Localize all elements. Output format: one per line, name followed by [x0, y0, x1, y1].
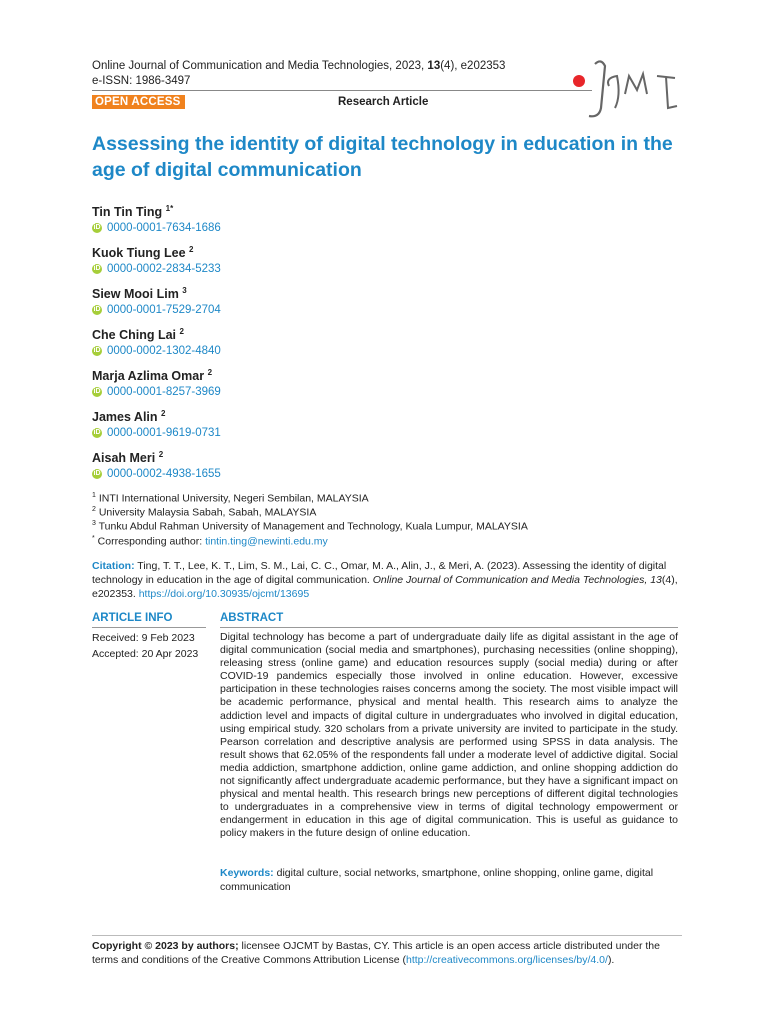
- orcid-icon: iD: [93, 224, 101, 231]
- article-info-heading: ARTICLE INFO: [92, 612, 173, 624]
- affiliation-2: $^2$ University Malaysia Sabah, Sabah, MALAYSIA: [92, 506, 317, 519]
- orcid-icon: iD: [93, 429, 101, 436]
- keywords: Keywords: digital culture, social networks, smartphone, online shopping, online game, digital communication: [220, 867, 654, 893]
- abstract-heading: ABSTRACT: [220, 612, 284, 624]
- author-name: Siew Mooi Lim $^3$: [92, 286, 187, 302]
- affiliation-3: $^3$ Tunku Abdul Rahman University of Management and Technology, Kuala Lumpur, MALAYSIA: [92, 520, 528, 533]
- corresponding-author: * Corresponding author: tintin.ting@newinti.edu.my: [92, 535, 328, 548]
- accepted-date: Accepted: 20 Apr 2023: [92, 648, 199, 660]
- orcid-link[interactable]: iD 0000-0001-7529-2704: [93, 304, 221, 316]
- orcid-link[interactable]: iD 0000-0002-2834-5233: [93, 263, 221, 275]
- article-type: Research Article: [338, 96, 429, 108]
- doi-link[interactable]: https://doi.org/10.30935/ojcmt/13695: [138, 588, 310, 600]
- orcid-icon: iD: [93, 265, 101, 272]
- article-title: Assessing the identity of digital technology in education in the age of digital communication: [92, 133, 673, 181]
- open-access-badge: OPEN ACCESS: [92, 95, 185, 109]
- orcid-link[interactable]: iD 0000-0002-4938-1655: [93, 468, 221, 480]
- header-rule: [92, 90, 592, 91]
- footer-rule: [92, 935, 682, 936]
- logo-red-dot-icon: [573, 75, 585, 87]
- orcid-icon: iD: [93, 388, 101, 395]
- corresponding-email-link[interactable]: tintin.ting@newinti.edu.my: [205, 535, 328, 548]
- abstract-rule: [220, 627, 678, 628]
- received-date: Received: 9 Feb 2023: [92, 632, 195, 644]
- eissn: e-ISSN: 1986-3497: [92, 75, 191, 87]
- author-name: Aisah Meri $^2$: [92, 450, 164, 466]
- abstract-text: Digital technology has become a part of undergraduate daily life as digital assistant in the age of digital communication (social media and smartphones), purchasing necessities (online shopping), releasing stress (online game) and education resources supply (social media) during or after COVID-19 pandemics especially those involved in online education. However, excessive participation in these technologies raises concerns among the society. The most visible impact will be academic performance, physical and mental health. This research aims to analyze the addiction level and impacts of digital culture in undergraduates who involved in digital education, using empirical study. 320 scholars from a private university are invited to participate in the study. Pearson correlation and descriptive analysis are performed using SPSS in data analysis. The result shows that 62.05% of the respondents fall under a moderate level of addictive digital. Social media addiction, smartphone addiction, online game addiction, and online shopping addiction do not significantly affect undergraduate academic performance, but they have a significant impact on physical and mental health. This research brings new perceptions of different digital technologies to undergraduates in a comprehensive view in terms of digital technology empowerment or endangerment in education in this age of digital communication. This is useful as guidance to policy makers in the future design of online education.: [220, 631, 678, 840]
- journal-logo: [565, 56, 685, 132]
- author-name: Tin Tin Ting $^{1*}$: [92, 204, 174, 220]
- orcid-link[interactable]: iD 0000-0002-1302-4840: [93, 345, 221, 357]
- journal-citation-line: Online Journal of Communication and Media Technologies, 2023, 13(4), e202353: [92, 60, 506, 72]
- citation: Citation: Ting, T. T., Lee, K. T., Lim, S. M., Lai, C. C., Omar, M. A., Alin, J., & Meri, A. (2023). Assessing the identity of digital technology in education in the age of digital communication. Online Journal of Communication and Media Technologies, 13(4), e202353. https://doi.org/10.30935/ojcmt/13695: [92, 560, 678, 600]
- author-name: Marja Azlima Omar $^2$: [92, 368, 213, 384]
- orcid-icon: iD: [93, 470, 101, 477]
- author-name: Kuok Tiung Lee $^2$: [92, 245, 194, 261]
- orcid-link[interactable]: iD 0000-0001-7634-1686: [93, 222, 221, 234]
- article-info-rule: [92, 627, 206, 628]
- author-name: Che Ching Lai $^2$: [92, 327, 184, 343]
- license-link[interactable]: http://creativecommons.org/licenses/by/4.0/: [406, 954, 608, 966]
- author-name: James Alin $^2$: [92, 409, 166, 425]
- orcid-icon: iD: [93, 306, 101, 313]
- copyright-notice: Copyright © 2023 by authors; licensee OJCMT by Bastas, CY. This article is an open access article distributed under the terms and conditions of the Creative Commons Attribution License (http://creativecommons.org/licenses/by/4.0/).: [92, 940, 660, 966]
- orcid-icon: iD: [93, 347, 101, 354]
- orcid-link[interactable]: iD 0000-0001-9619-0731: [93, 427, 221, 439]
- orcid-link[interactable]: iD 0000-0001-8257-3969: [93, 386, 221, 398]
- affiliation-1: $^1$ INTI International University, Negeri Sembilan, MALAYSIA: [92, 492, 369, 505]
